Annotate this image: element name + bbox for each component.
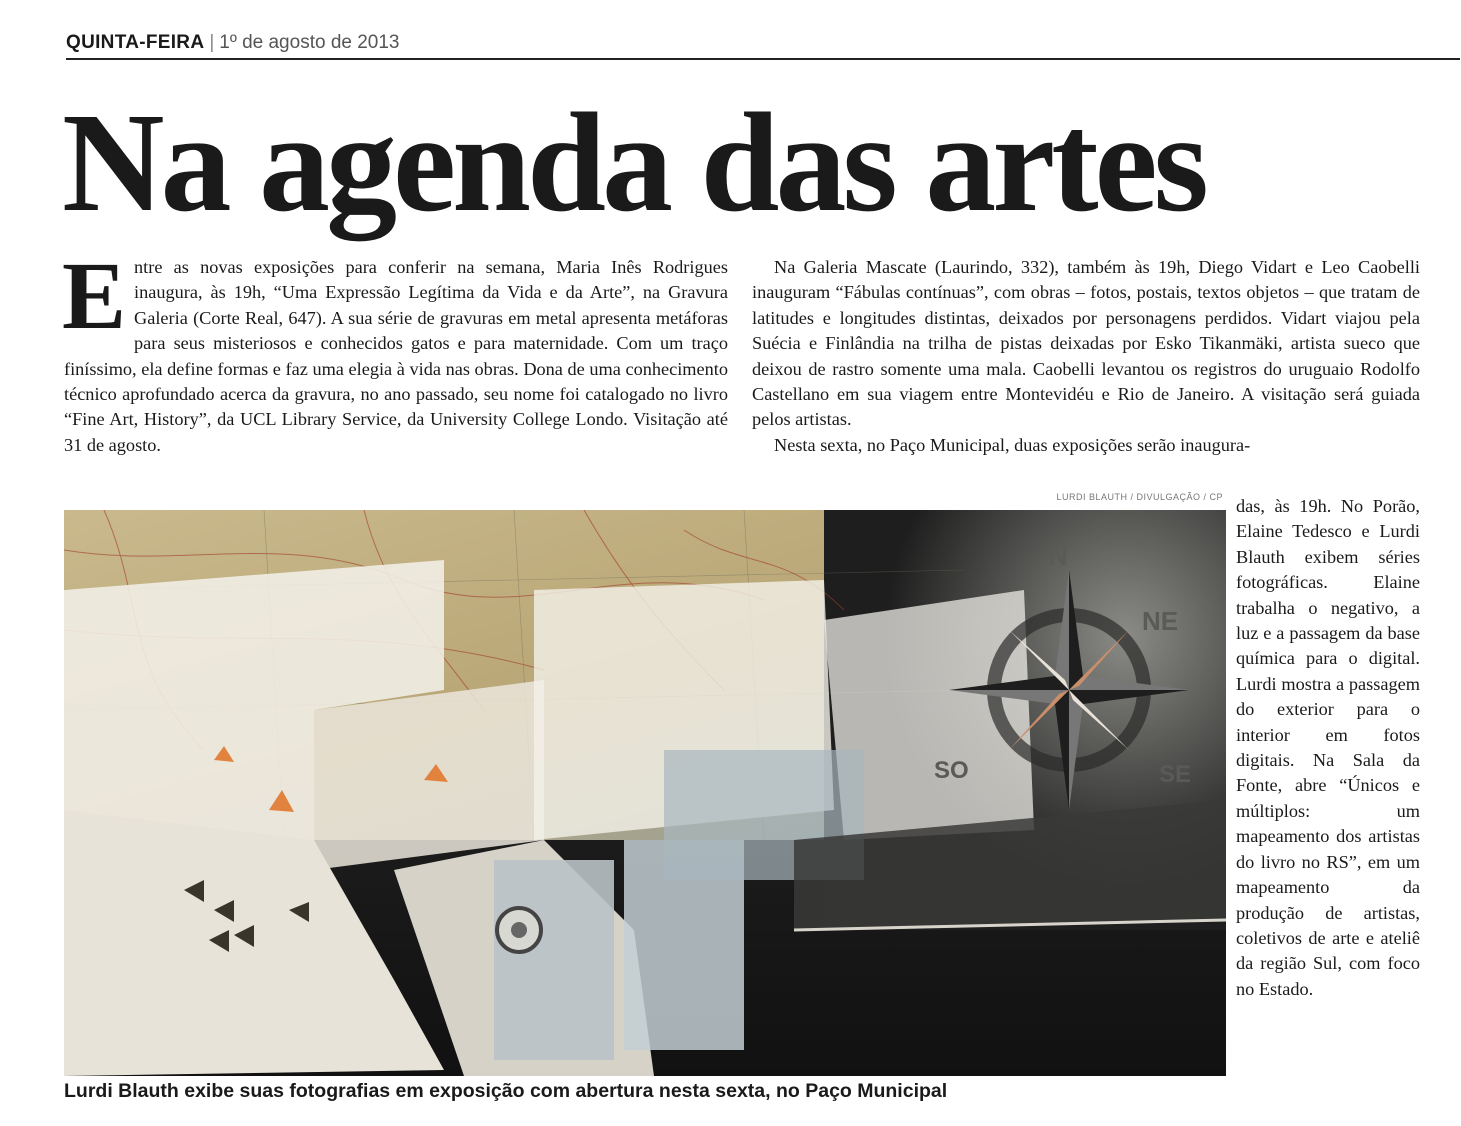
photo-credit: LURDI BLAUTH / DIVULGAÇÃO / CP (1056, 492, 1223, 502)
article-paragraph: das, às 19h. No Porão, Elaine Tedesco e Lurdi Blauth exibem séries fotográficas. Elaine trabalha o negativo, a luz e a passagem da base química para o digital. Lurdi mostra a passagem do exterior para o interior em fotos digitais. Na Sala da Fonte, abre “Únicos e múltiplos: um mapeamento dos artistas do livro no RS”, em um mapeamento da produção de artistas, coletivos de arte e ateliê da região Sul, com foco no Estado. (1236, 496, 1420, 999)
article-column-1 (62, 242, 728, 458)
headline: Na agenda das artes (62, 83, 1205, 241)
article-paragraph: Na Galeria Mascate (Laurindo, 332), também às 19h, Diego Vidart e Leo Caobelli inauguram “Fábulas contínuas”, com obras – fotos, postais, textos objetos – que tratam de latitudes e longitudes distintas, deixados por personagens perdidos. Vidart viajou pela Suécia e Finlândia na trilha de pistas deixadas por Esko Tikanmäki, artista sueco que deixou de rastro somente uma mala. Caobelli levantou os registros do uruguaio Rodolfo Castellano em sua viagem entre Montevidéu e Rio de Janeiro. A visitação será guiada pelos artistas. (752, 257, 1420, 430)
header-date: 1º de agosto de 2013 (219, 32, 400, 53)
header-separator: | (209, 32, 215, 53)
article-paragraph (62, 242, 728, 458)
article-paragraph: Nesta sexta, no Paço Municipal, duas exposições serão inaugura- (774, 434, 1251, 455)
compass-label-se: SE (1159, 761, 1192, 788)
drop-cap: E (62, 242, 127, 349)
article-photo (64, 510, 1226, 1076)
photo-caption: Lurdi Blauth exibe suas fotografias em exposição com abertura nesta sexta, no Paço Municipal (64, 1080, 948, 1102)
article-column-3 (1236, 494, 1420, 1002)
page-header (66, 30, 1460, 60)
paragraph-text: ntre as novas exposições para conferir na semana, Maria Inês Rodrigues inaugura, às 19h, “Uma Expressão Legítima da Vida e da Arte”, na Gravura Galeria (Corte Real, 647). A sua série de gravuras em metal apresenta metáforas para seus misteriosos e conhecidos gatos e para maternidade. Com um traço finíssimo, ela define formas e faz uma elegia à vida nas obras. Dona de uma conhecimento técnico aprofundado acerca da gravura, no ano passado, seu nome foi catalogado no livro “Fine Art, History”, da UCL Library Service, da University College Londo. Visitação até 31 de agosto. (64, 257, 728, 455)
header-day: QUINTA-FEIRA (66, 32, 205, 53)
article-column-2 (752, 255, 1420, 458)
compass-label-so: SO (934, 757, 969, 784)
compass-label-n: N (1049, 541, 1068, 571)
photo-artwork (64, 510, 1226, 1076)
compass-label-ne: NE (1142, 606, 1179, 636)
